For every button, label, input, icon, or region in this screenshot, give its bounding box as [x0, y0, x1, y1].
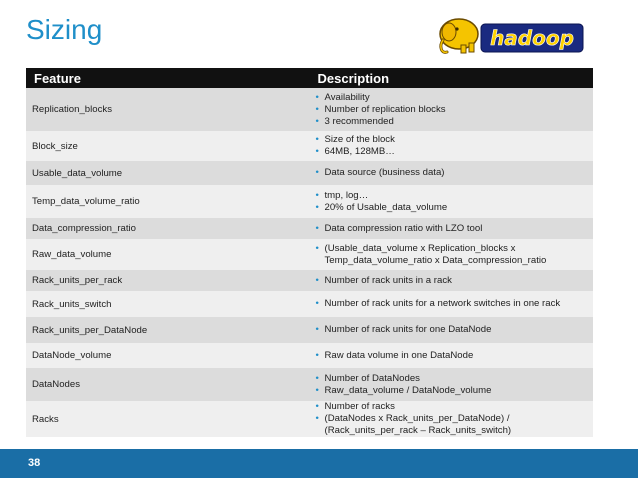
- elephant-icon: [440, 19, 478, 53]
- feature-cell: Replication_blocks: [26, 88, 310, 131]
- description-cell: [310, 218, 594, 239]
- feature-cell: DataNodes: [26, 368, 310, 401]
- description-cell: [310, 239, 594, 270]
- list-item: • Number of rack units for a network switches in one rack: [316, 298, 594, 310]
- table-row: [26, 161, 593, 185]
- list-item: • Number of racks: [316, 401, 594, 413]
- list-item: • (DataNodes x Rack_units_per_DataNode) / (Rack_units_per_rack – Rack_units_switch): [316, 413, 594, 437]
- table-row: [26, 131, 593, 161]
- feature-cell: Block_size: [26, 131, 310, 161]
- list-item: • Number of replication blocks: [316, 104, 594, 116]
- column-header-feature: Feature: [26, 68, 310, 88]
- list-item: • Number of DataNodes: [316, 373, 594, 385]
- list-item: • tmp, log…: [316, 190, 594, 202]
- list-item: • Raw data volume in one DataNode: [316, 350, 594, 362]
- column-header-description: Description: [310, 68, 594, 88]
- hadoop-logo: [435, 10, 585, 60]
- description-cell: [310, 88, 594, 131]
- description-cell: [310, 401, 594, 437]
- page-number: 38: [28, 457, 41, 469]
- list-item: • 3 recommended: [316, 116, 594, 128]
- list-item: • 20% of Usable_data_volume: [316, 202, 594, 214]
- feature-cell: Racks: [26, 401, 310, 437]
- list-item: • Number of rack units for one DataNode: [316, 324, 594, 336]
- list-item: • Data source (business data): [316, 167, 594, 179]
- table-row: [26, 368, 593, 401]
- footer-bar: [0, 449, 638, 478]
- table-row: [26, 88, 593, 131]
- description-cell: [310, 368, 594, 401]
- description-cell: [310, 131, 594, 161]
- description-cell: [310, 161, 594, 185]
- description-cell: [310, 343, 594, 368]
- table-row: [26, 317, 593, 343]
- hadoop-wordmark: hadoop: [490, 26, 574, 50]
- description-cell: [310, 317, 594, 343]
- feature-cell: Rack_units_per_DataNode: [26, 317, 310, 343]
- feature-cell: DataNode_volume: [26, 343, 310, 368]
- list-item: • Availability: [316, 92, 594, 104]
- description-cell: [310, 185, 594, 218]
- feature-cell: Rack_units_switch: [26, 291, 310, 317]
- list-item: • 64MB, 128MB…: [316, 146, 594, 158]
- table-row: [26, 401, 593, 437]
- feature-cell: Temp_data_volume_ratio: [26, 185, 310, 218]
- list-item: • Raw_data_volume / DataNode_volume: [316, 385, 594, 397]
- feature-cell: Rack_units_per_rack: [26, 270, 310, 291]
- table-row: [26, 239, 593, 270]
- feature-cell: Usable_data_volume: [26, 161, 310, 185]
- table-row: [26, 218, 593, 239]
- list-item: • Number of rack units in a rack: [316, 275, 594, 287]
- sizing-table: [26, 68, 593, 437]
- page-title: Sizing: [26, 14, 103, 45]
- feature-cell: Raw_data_volume: [26, 239, 310, 270]
- table-row: [26, 343, 593, 368]
- table-row: [26, 185, 593, 218]
- description-cell: [310, 270, 594, 291]
- table-row: [26, 291, 593, 317]
- table-row: [26, 270, 593, 291]
- list-item: • (Usable_data_volume x Replication_blocks x Temp_data_volume_ratio x Data_compression_ratio: [316, 243, 594, 267]
- list-item: • Size of the block: [316, 134, 594, 146]
- feature-cell: Data_compression_ratio: [26, 218, 310, 239]
- list-item: • Data compression ratio with LZO tool: [316, 223, 594, 235]
- description-cell: [310, 291, 594, 317]
